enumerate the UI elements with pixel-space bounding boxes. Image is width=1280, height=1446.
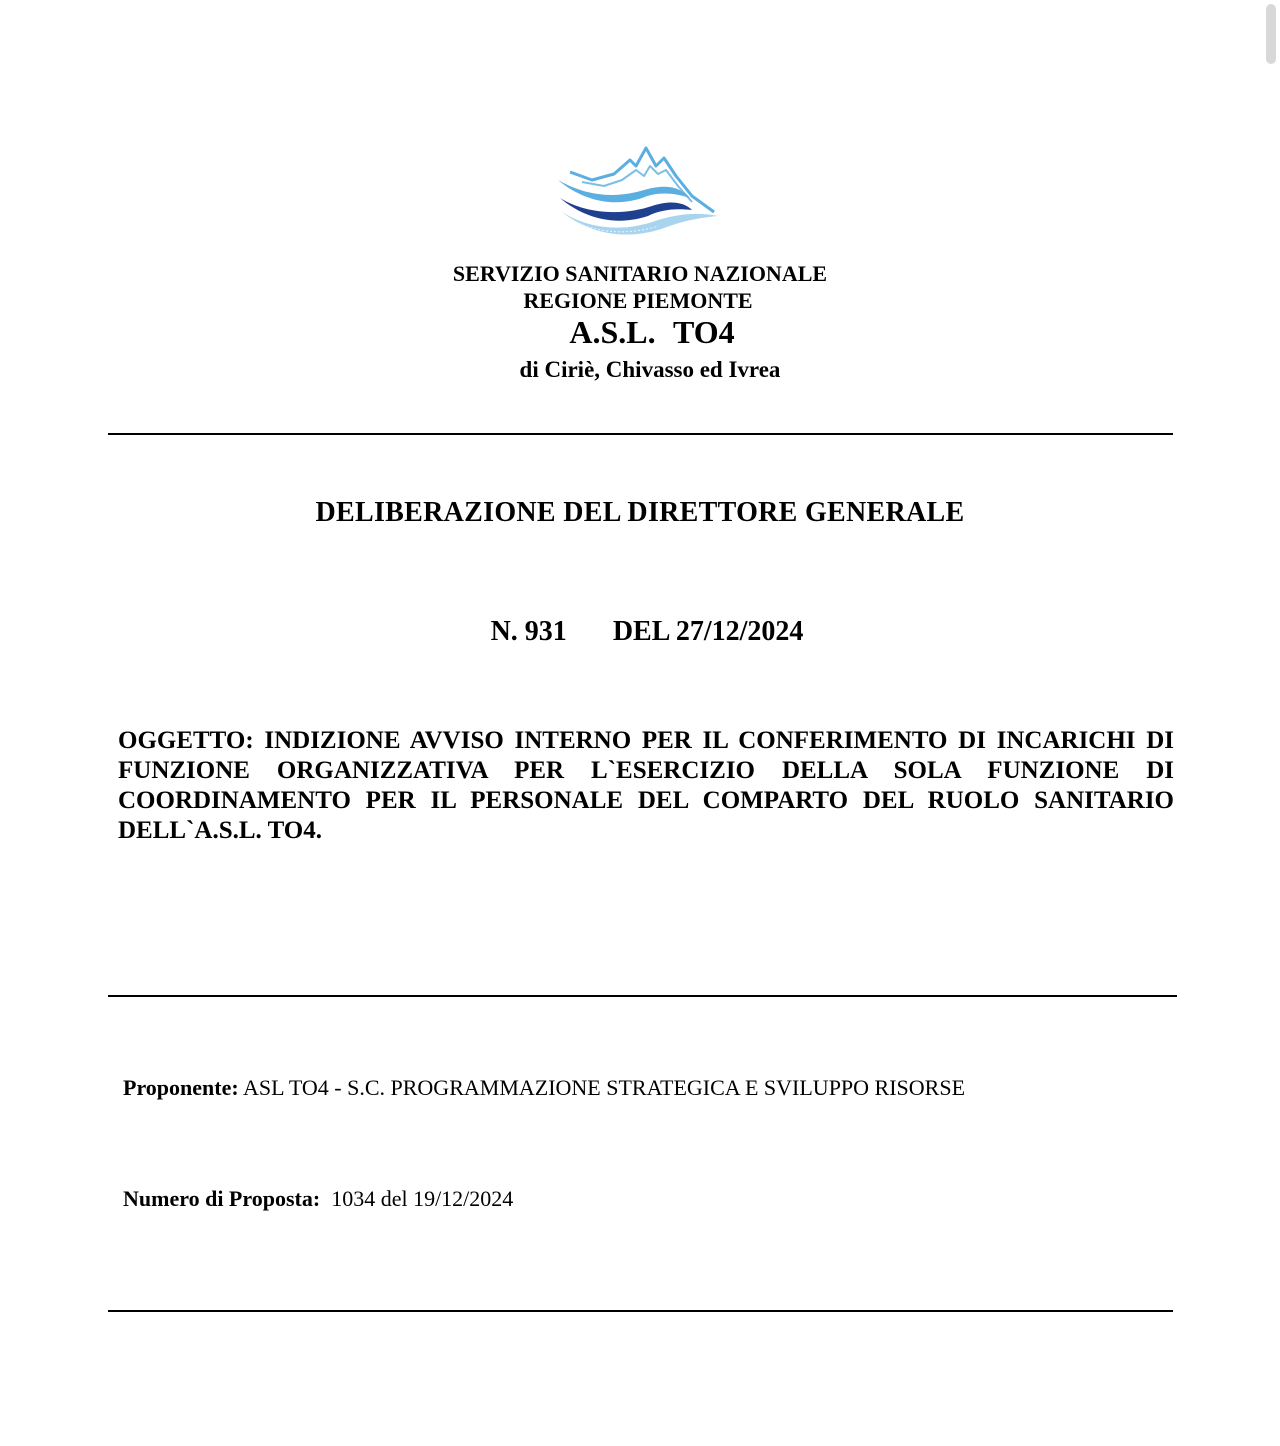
header-region: REGIONE PIEMONTE [523, 288, 753, 313]
subject-paragraph: OGGETTO: INDIZIONE AVVISO INTERNO PER IL CONFERIMENTO DI INCARICHI DI FUNZIONE ORGANIZZATIVA PER L`ESERCIZIO DELLA SOLA FUNZIONE DI COORDINAMENTO PER IL PERSONALE DEL COMPARTO DEL RUOLO SANITARIO DELL`A.S.L. TO4. [118, 727, 1174, 844]
proponente-value: ASL TO4 - S.C. PROGRAMMAZIONE STRATEGICA E SVILUPPO RISORSE [243, 1075, 966, 1100]
proposta-value: 1034 del 19/12/2024 [331, 1186, 514, 1211]
header-org: A.S.L. TO4 [569, 314, 735, 350]
proposta-field [123, 1186, 513, 1212]
header-subtitle: di Ciriè, Chivasso ed Ivrea [519, 357, 781, 382]
deliberation-number-line [0, 616, 1280, 648]
proposta-label: Numero di Proposta: [123, 1186, 321, 1211]
document-title: DELIBERAZIONE DEL DIRETTORE GENERALE [315, 497, 965, 528]
mountain-waves-logo-icon [552, 140, 722, 240]
header-service: SERVIZIO SANITARIO NAZIONALE [452, 261, 828, 286]
deliberation-number: N. 931 [490, 616, 567, 647]
proponente-label: Proponente: [123, 1075, 239, 1100]
deliberation-date: DEL 27/12/2024 [612, 616, 804, 647]
divider-top [108, 433, 1173, 435]
scrollbar-thumb[interactable] [1266, 4, 1276, 64]
proponente-field [123, 1075, 965, 1101]
divider-middle [108, 995, 1177, 997]
divider-bottom [108, 1310, 1173, 1312]
